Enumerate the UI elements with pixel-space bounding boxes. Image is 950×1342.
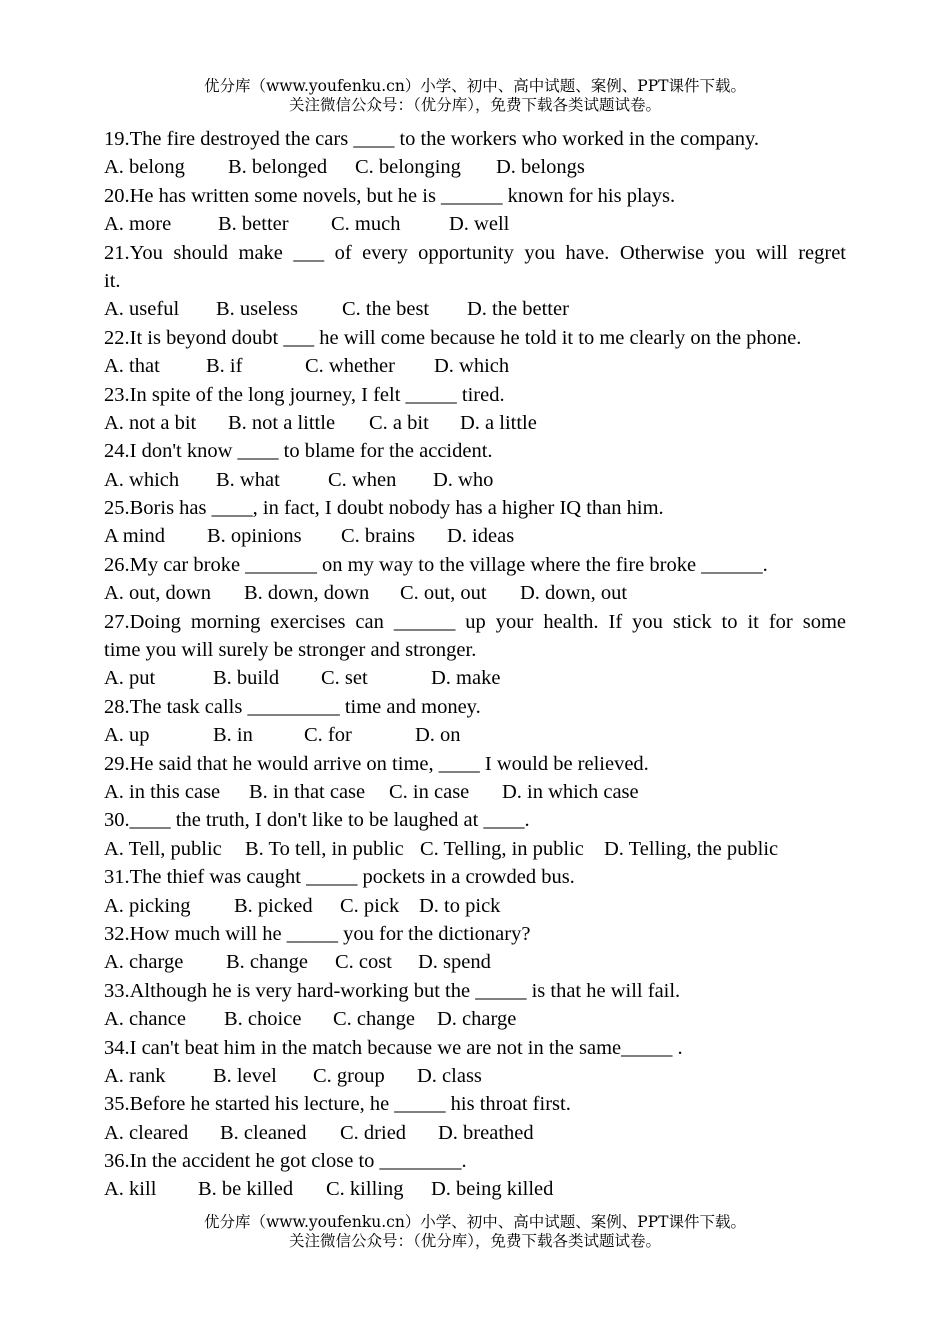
options-row: [104, 409, 846, 437]
option-a: A. out, down: [104, 582, 212, 605]
option-b: B. what: [216, 468, 280, 491]
question-text: 33.Although he is very hard-working but the _____ is that he will fail.: [104, 979, 681, 1002]
options-row: [104, 579, 846, 607]
option-d: D. charge: [437, 1008, 517, 1031]
option-a: A. more: [104, 213, 172, 236]
options-row: [104, 664, 846, 692]
option-d: D. to pick: [419, 894, 501, 917]
option-a: A. kill: [104, 1178, 157, 1201]
options-row: [104, 1175, 846, 1203]
option-b: B. change: [226, 951, 308, 974]
question-text: 35.Before he started his lecture, he _____ his throat first.: [104, 1093, 571, 1116]
option-b: B. cleaned: [220, 1121, 307, 1144]
option-c: C. killing: [326, 1178, 404, 1201]
option-a: A. up: [104, 724, 150, 747]
option-b: B. down, down: [244, 582, 370, 605]
option-d: D. in which case: [502, 780, 639, 803]
page-footer: [0, 1213, 950, 1251]
option-c: C. whether: [305, 355, 395, 378]
option-d: D. the better: [467, 298, 569, 321]
question-text: 26.My car broke _______ on my way to the village where the fire broke ______.: [104, 553, 768, 576]
option-a: A mind: [104, 525, 165, 548]
option-c: C. change: [333, 1008, 415, 1031]
option-c: C. brains: [341, 525, 416, 548]
option-b: B. better: [218, 213, 289, 236]
question-text: 25.Boris has ____, in fact, I doubt nobody has a higher IQ than him.: [104, 497, 664, 520]
option-b: B. opinions: [207, 525, 302, 548]
option-a: A. not a bit: [104, 411, 197, 434]
options-row: [104, 153, 846, 181]
question-text: it.: [104, 269, 121, 292]
option-b: B. picked: [234, 894, 313, 917]
option-c: C. when: [328, 468, 397, 491]
option-b: B. useless: [216, 298, 298, 321]
question-text: 20.He has written some novels, but he is ______ known for his plays.: [104, 184, 676, 207]
option-c: C. out, out: [400, 582, 487, 605]
option-c: C. group: [313, 1064, 385, 1087]
option-a: A. that: [104, 355, 160, 378]
option-d: D. breathed: [438, 1121, 534, 1144]
option-c: C. set: [321, 667, 368, 690]
options-row: [104, 1005, 846, 1033]
option-a: A. put: [104, 667, 156, 690]
option-a: A. which: [104, 468, 180, 491]
options-row: [104, 466, 846, 494]
option-d: D. ideas: [447, 525, 515, 548]
question-text: 19.The fire destroyed the cars ____ to the workers who worked in the company.: [104, 128, 760, 150]
option-c: C. a bit: [369, 411, 429, 434]
option-b: B. belonged: [228, 156, 328, 179]
options-row: [104, 1119, 846, 1147]
option-d: D. who: [433, 468, 494, 491]
question-text: 24.I don't know ____ to blame for the accident.: [104, 440, 493, 463]
question-text: 23.In spite of the long journey, I felt _____ tired.: [104, 383, 505, 406]
question-text: 27.Doing morning exercises can ______ up your health. If you stick to it for some: [104, 610, 846, 633]
option-c: C. belonging: [355, 156, 461, 179]
option-d: D. belongs: [496, 156, 585, 179]
option-b: B. in: [213, 724, 253, 747]
option-d: D. make: [431, 667, 501, 690]
options-row: [104, 948, 846, 976]
options-row: [104, 1062, 846, 1090]
options-row: [104, 295, 846, 323]
option-a: A. in this case: [104, 780, 221, 803]
option-a: A. Tell, public: [104, 837, 222, 860]
options-row: [104, 522, 846, 550]
option-d: D. class: [417, 1064, 482, 1087]
option-c: C. cost: [335, 951, 392, 974]
option-b: B. build: [213, 667, 280, 690]
option-b: B. level: [213, 1064, 277, 1087]
option-a: A. belong: [104, 156, 185, 179]
question-text: 21.You should make ___ of every opportunity you have. Otherwise you will regret: [104, 241, 846, 264]
option-a: A. charge: [104, 951, 184, 974]
option-c: C. Telling, in public: [420, 837, 584, 860]
option-b: B. in that case: [249, 780, 366, 803]
option-c: C. pick: [340, 894, 400, 917]
question-text: 28.The task calls _________ time and money.: [104, 695, 481, 718]
options-row: [104, 778, 846, 806]
option-a: A. picking: [104, 894, 191, 917]
option-d: D. down, out: [520, 582, 628, 605]
option-c: C. much: [331, 213, 401, 236]
question-text: 29.He said that he would arrive on time, ____ I would be relieved.: [104, 752, 649, 775]
option-d: D. on: [415, 724, 461, 747]
option-d: D. being killed: [431, 1178, 554, 1201]
question-list: [104, 125, 846, 1204]
option-c: C. for: [304, 724, 352, 747]
options-row: [104, 721, 846, 749]
option-b: B. if: [206, 355, 243, 378]
option-b: B. To tell, in public: [245, 837, 404, 860]
option-b: B. choice: [224, 1008, 302, 1031]
question-text: 32.How much will he _____ you for the dictionary?: [104, 922, 531, 945]
options-row: [104, 352, 846, 380]
options-row: [104, 835, 846, 863]
question-text: 30.____ the truth, I don't like to be laughed at ____.: [104, 809, 530, 832]
option-c: C. the best: [342, 298, 430, 321]
question-text: 36.In the accident he got close to ________.: [104, 1150, 467, 1173]
header-line-1: 优分库（www.youfenku.cn）小学、初中、高中试题、案例、PPT课件下载。: [203, 77, 747, 95]
options-row: [104, 210, 846, 238]
page-header: [0, 77, 950, 115]
option-a: A. chance: [104, 1008, 186, 1031]
footer-line-2: 关注微信公众号：（优分库），免费下载各类试题试卷。: [288, 1232, 661, 1250]
option-d: D. which: [434, 355, 510, 378]
option-a: A. rank: [104, 1064, 166, 1087]
question-text: time you will surely be stronger and stronger.: [104, 639, 477, 662]
option-c: C. dried: [340, 1121, 407, 1144]
options-row: [104, 892, 846, 920]
question-text: 31.The thief was caught _____ pockets in a crowded bus.: [104, 866, 575, 889]
question-text: 34.I can't beat him in the match because we are not in the same_____ .: [104, 1036, 683, 1059]
question-text: 22.It is beyond doubt ___ he will come because he told it to me clearly on the phone.: [104, 326, 802, 349]
option-a: A. cleared: [104, 1121, 189, 1144]
footer-line-1: 优分库（www.youfenku.cn）小学、初中、高中试题、案例、PPT课件下载。: [203, 1213, 747, 1231]
header-line-2: 关注微信公众号：（优分库），免费下载各类试题试卷。: [288, 96, 661, 114]
option-b: B. not a little: [228, 411, 336, 434]
option-d: D. a little: [460, 411, 537, 434]
option-b: B. be killed: [198, 1178, 294, 1201]
option-d: D. spend: [418, 951, 491, 974]
option-a: A. useful: [104, 298, 180, 321]
option-c: C. in case: [389, 780, 470, 803]
option-d: D. well: [449, 213, 510, 236]
option-d: D. Telling, the public: [604, 837, 779, 860]
